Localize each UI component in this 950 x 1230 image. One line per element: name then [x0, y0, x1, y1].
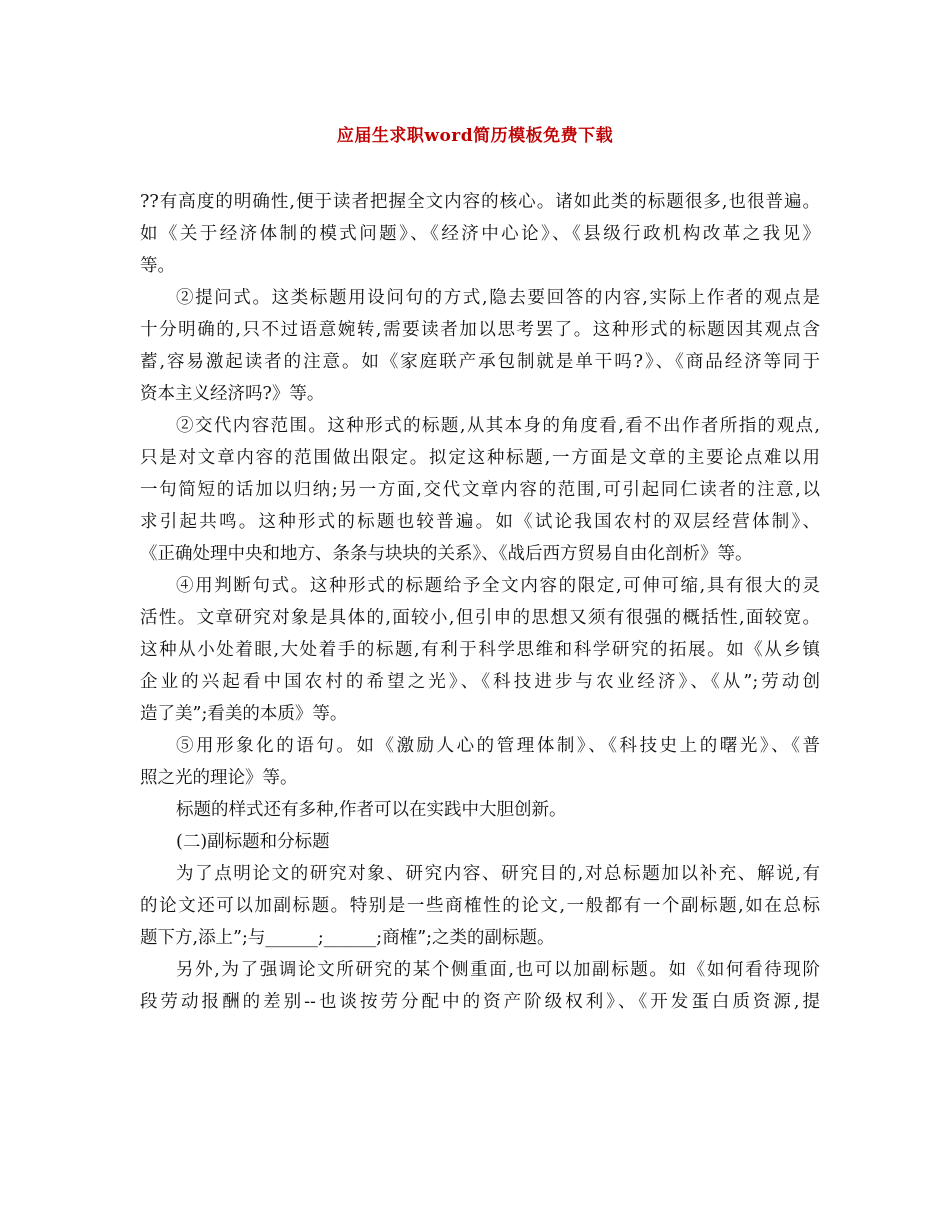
text-line: 为了点明论文的研究对象、研究内容、研究目的,对总标题加以补充、解说,有	[176, 864, 820, 884]
text-line: 《正确处理中央和地方、条条与块块的关系》、《战后西方贸易自由化剖析》等。	[140, 544, 753, 564]
text-line: ⑤用形象化的语句。如《激励人心的管理体制》、《科技史上的曙光》、《普	[176, 736, 820, 756]
section-heading: (二)副标题和分标题	[176, 832, 330, 852]
text-line: 造了美”;看美的本质》等。	[140, 704, 348, 724]
text-line: 标题的样式还有多种,作者可以在实践中大胆创新。	[176, 800, 567, 820]
text-line: 企业的兴起看中国农村的希望之光》、《科技进步与农业经济》、《从”;劳动创	[140, 672, 820, 692]
document-body	[140, 186, 820, 1018]
text-line: 求引起共鸣。这种形式的标题也较普遍。如《试论我国农村的双层经营体制》、	[140, 512, 820, 532]
text-line: 十分明确的,只不过语意婉转,需要读者加以思考罢了。这种形式的标题因其观点含	[140, 320, 820, 340]
text-line: 活性。文章研究对象是具体的,面较小,但引申的思想又须有很强的概括性,面较宽。	[140, 608, 820, 628]
text-line: 题下方,添上”;与______;______;商榷”;之类的副标题。	[140, 928, 555, 948]
text-line: ④用判断句式。这种形式的标题给予全文内容的限定,可伸可缩,具有很大的灵	[176, 576, 820, 596]
text-line: ②提问式。这类标题用设问句的方式,隐去要回答的内容,实际上作者的观点是	[176, 288, 820, 308]
text-line: 资本主义经济吗?》等。	[140, 384, 325, 404]
text-line: 只是对文章内容的范围做出限定。拟定这种标题,一方面是文章的主要论点难以用	[140, 448, 820, 468]
text-line: ??有高度的明确性,便于读者把握全文内容的核心。诸如此类的标题很多,也很普遍。	[140, 192, 820, 212]
text-line: 的论文还可以加副标题。特别是一些商榷性的论文,一般都有一个副标题,如在总标	[140, 896, 820, 916]
text-line: 这种从小处着眼,大处着手的标题,有利于科学思维和科学研究的拓展。如《从乡镇	[140, 640, 820, 660]
text-line: 照之光的理论》等。	[140, 768, 298, 788]
text-line: 蓄,容易激起读者的注意。如《家庭联产承包制就是单干吗?》、《商品经济等同于	[140, 352, 820, 372]
text-line: 一句简短的话加以归纳;另一方面,交代文章内容的范围,可引起同仁读者的注意,以	[140, 480, 820, 500]
text-line: 段劳动报酬的差别--也谈按劳分配中的资产阶级权利》、《开发蛋白质资源,提	[140, 992, 820, 1012]
document-title: 应届生求职word简历模板免费下载	[336, 126, 614, 146]
text-line: 另外,为了强调论文所研究的某个侧重面,也可以加副标题。如《如何看待现阶	[176, 960, 820, 980]
text-line: 如《关于经济体制的模式问题》、《经济中心论》、《县级行政机构改革之我见》	[140, 224, 820, 244]
text-line: ②交代内容范围。这种形式的标题,从其本身的角度看,看不出作者所指的观点,	[176, 416, 820, 436]
text-line: 等。	[140, 256, 175, 276]
